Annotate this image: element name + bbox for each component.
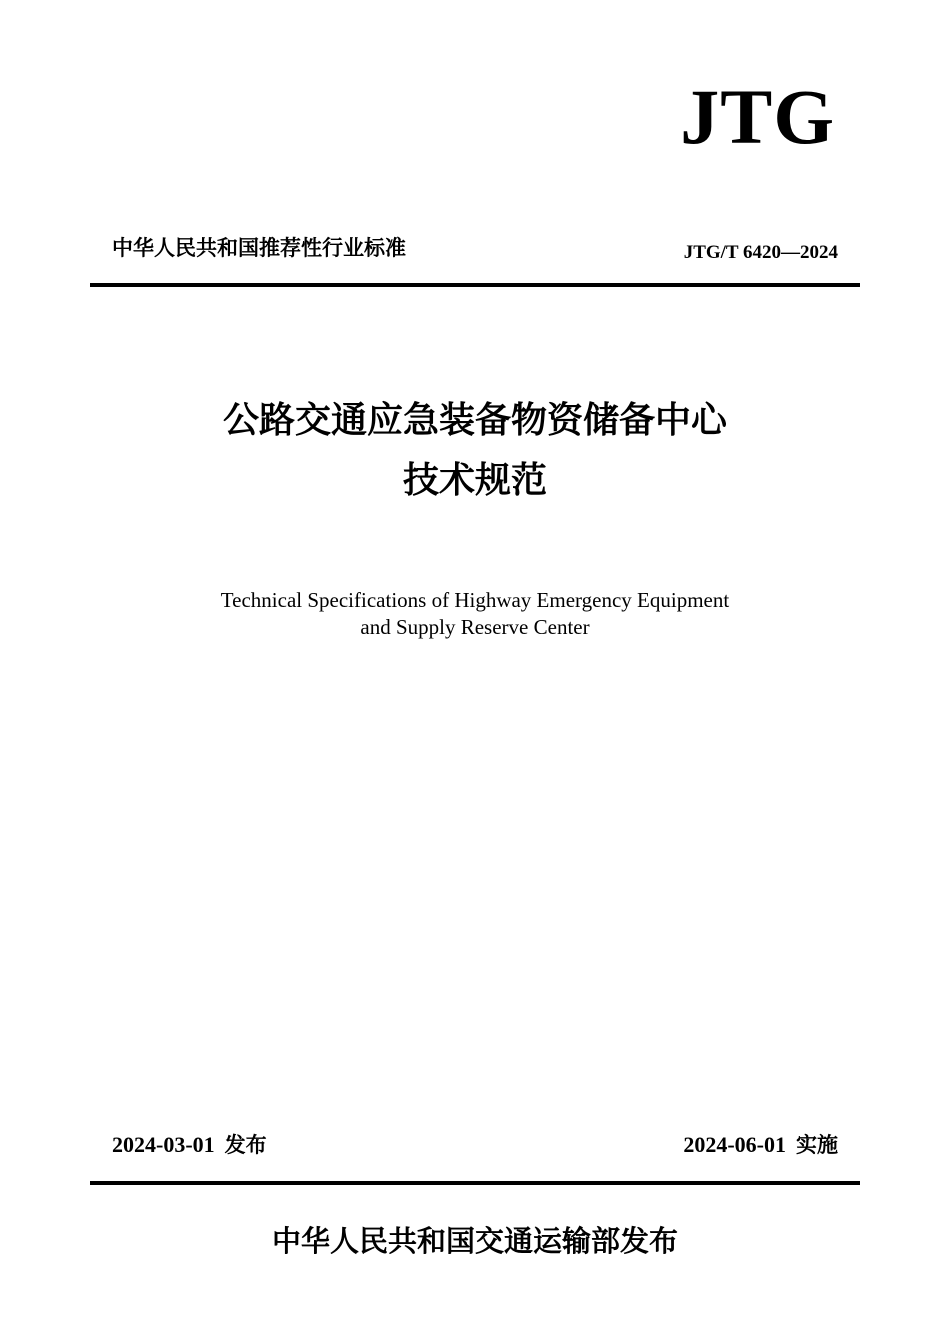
standard-type: 中华人民共和国推荐性行业标准 — [112, 236, 406, 260]
implement-date: 2024-06-01 — [683, 1132, 786, 1157]
issue-date: 2024-03-01 — [112, 1132, 215, 1157]
issue-label: 发布 — [224, 1133, 267, 1157]
implement-label: 实施 — [796, 1133, 838, 1157]
top-divider — [90, 283, 860, 287]
publisher: 中华人民共和国交通运输部发布 — [271, 1224, 678, 1258]
title-en-line1: Technical Specifications of Highway Emergency Equipment — [220, 588, 730, 612]
implement-date-block — [683, 1134, 838, 1156]
issue-date-block — [112, 1134, 267, 1156]
standard-code: JTG/T 6420—2024 — [683, 242, 838, 263]
title-cn-line2: 技术规范 — [402, 460, 547, 501]
title-en-line2: and Supply Reserve Center — [360, 615, 590, 639]
title-cn-line1: 公路交通应急装备物资储备中心 — [222, 400, 727, 441]
jtg-logo: JTG — [680, 73, 835, 160]
bottom-divider — [90, 1181, 860, 1185]
